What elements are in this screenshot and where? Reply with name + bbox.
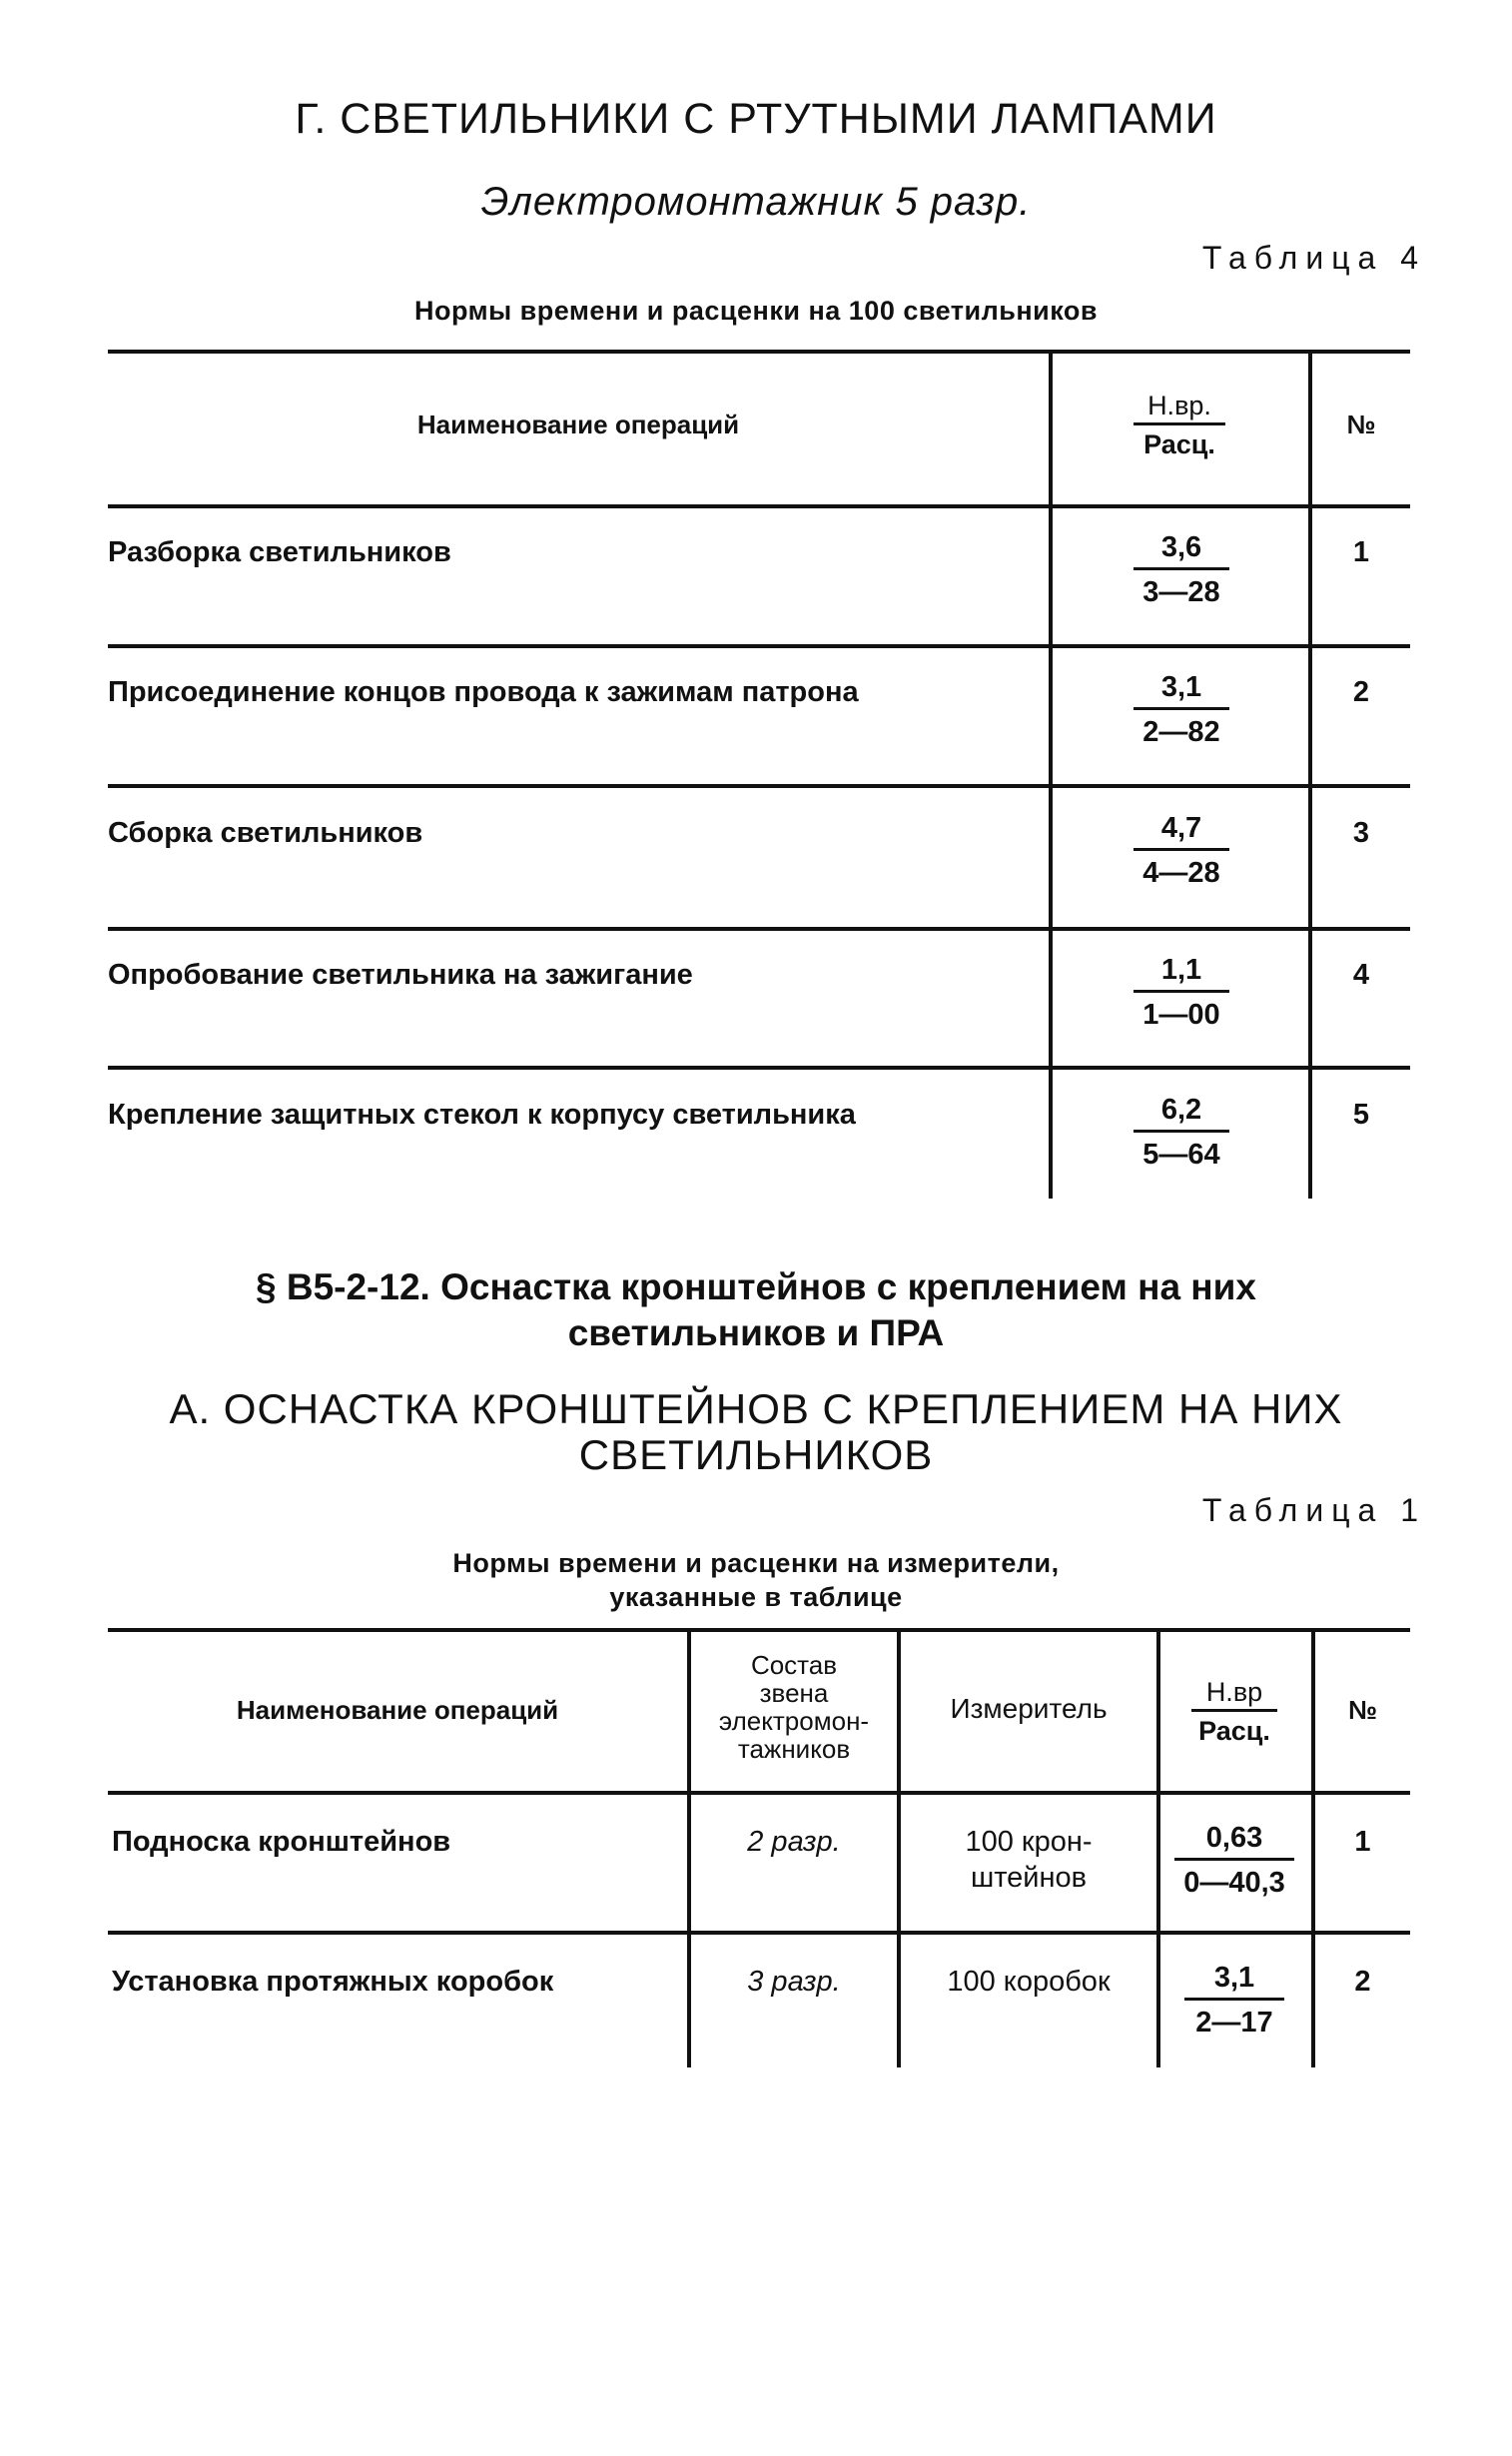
table-row-operation: Подноска кронштейнов [112,1826,451,1858]
section-g-title: Г. СВЕТИЛЬНИКИ С РТУТНЫМИ ЛАМПАМИ [295,95,1217,143]
table-row-number: 5 [1352,1099,1370,1131]
table-row-unit: 100 крон- штейнов [965,1826,1093,1894]
table-row-unit: 100 коробок [947,1966,1111,1998]
table-row-operation: Присоединение концов провода к зажимам патрона [108,676,859,708]
col-norm-header: Н.вр. Расц. [1134,390,1225,460]
table-row-number: 4 [1352,959,1370,991]
section-a-subtitle: А. ОСНАСТКА КРОНШТЕЙНОВ С КРЕПЛЕНИЕМ НА НИХ СВЕТИЛЬНИКОВ [169,1385,1343,1478]
table-row-number: 2 [1352,676,1370,708]
col-norm-header: Н.вр Расц. [1191,1676,1277,1747]
table-row-number: 1 [1354,1826,1371,1858]
table-row-norm: 6,2 5—64 [1134,1092,1229,1173]
table-row-operation: Разборка светильников [108,536,451,568]
table-row-operation: Опробование светильника на зажигание [108,959,693,991]
table-4-label: Таблица 4 [1201,240,1426,276]
col-operation-header: Наименование операций [236,1695,559,1725]
section-b5-title: § В5-2-12. Оснастка кронштейнов с креплением на них светильников и ПРА [256,1266,1256,1353]
table-row-norm: 4,7 4—28 [1134,810,1229,891]
table-row-operation: Установка протяжных коробок [112,1966,554,1998]
table-row-number: 1 [1352,536,1370,568]
col-no-header: № [1346,409,1376,439]
table-1-caption: Нормы времени и расценки на измерители, указанные в таблице [452,1548,1060,1612]
col-no-header: № [1348,1695,1377,1725]
table-row-operation: Сборка светильников [108,817,423,849]
col-operation-header: Наименование операций [416,409,740,439]
table-row-crew: 2 разр. [747,1826,841,1858]
table-row-norm: 1,1 1—00 [1134,952,1229,1033]
table-row-norm: 3,6 3—28 [1134,529,1229,610]
table-row-operation: Крепление защитных стекол к корпусу светильника [108,1099,856,1131]
col-crew-header: Состав звена электромон- тажников [718,1650,870,1764]
table-1-label: Таблица 1 [1201,1492,1426,1528]
table-row-crew: 3 разр. [747,1966,841,1998]
worker-grade: Электромонтажник 5 разр. [480,180,1032,224]
col-unit-header: Измеритель [950,1693,1108,1724]
table-row-number: 3 [1352,817,1370,849]
table-row-norm: 3,1 2—17 [1184,1960,1284,2041]
table-4-caption: Нормы времени и расценки на 100 светильников [414,296,1098,326]
table-row-norm: 0,63 0—40,3 [1174,1820,1294,1901]
table-row-norm: 3,1 2—82 [1134,669,1229,750]
table-row-number: 2 [1354,1966,1371,1998]
